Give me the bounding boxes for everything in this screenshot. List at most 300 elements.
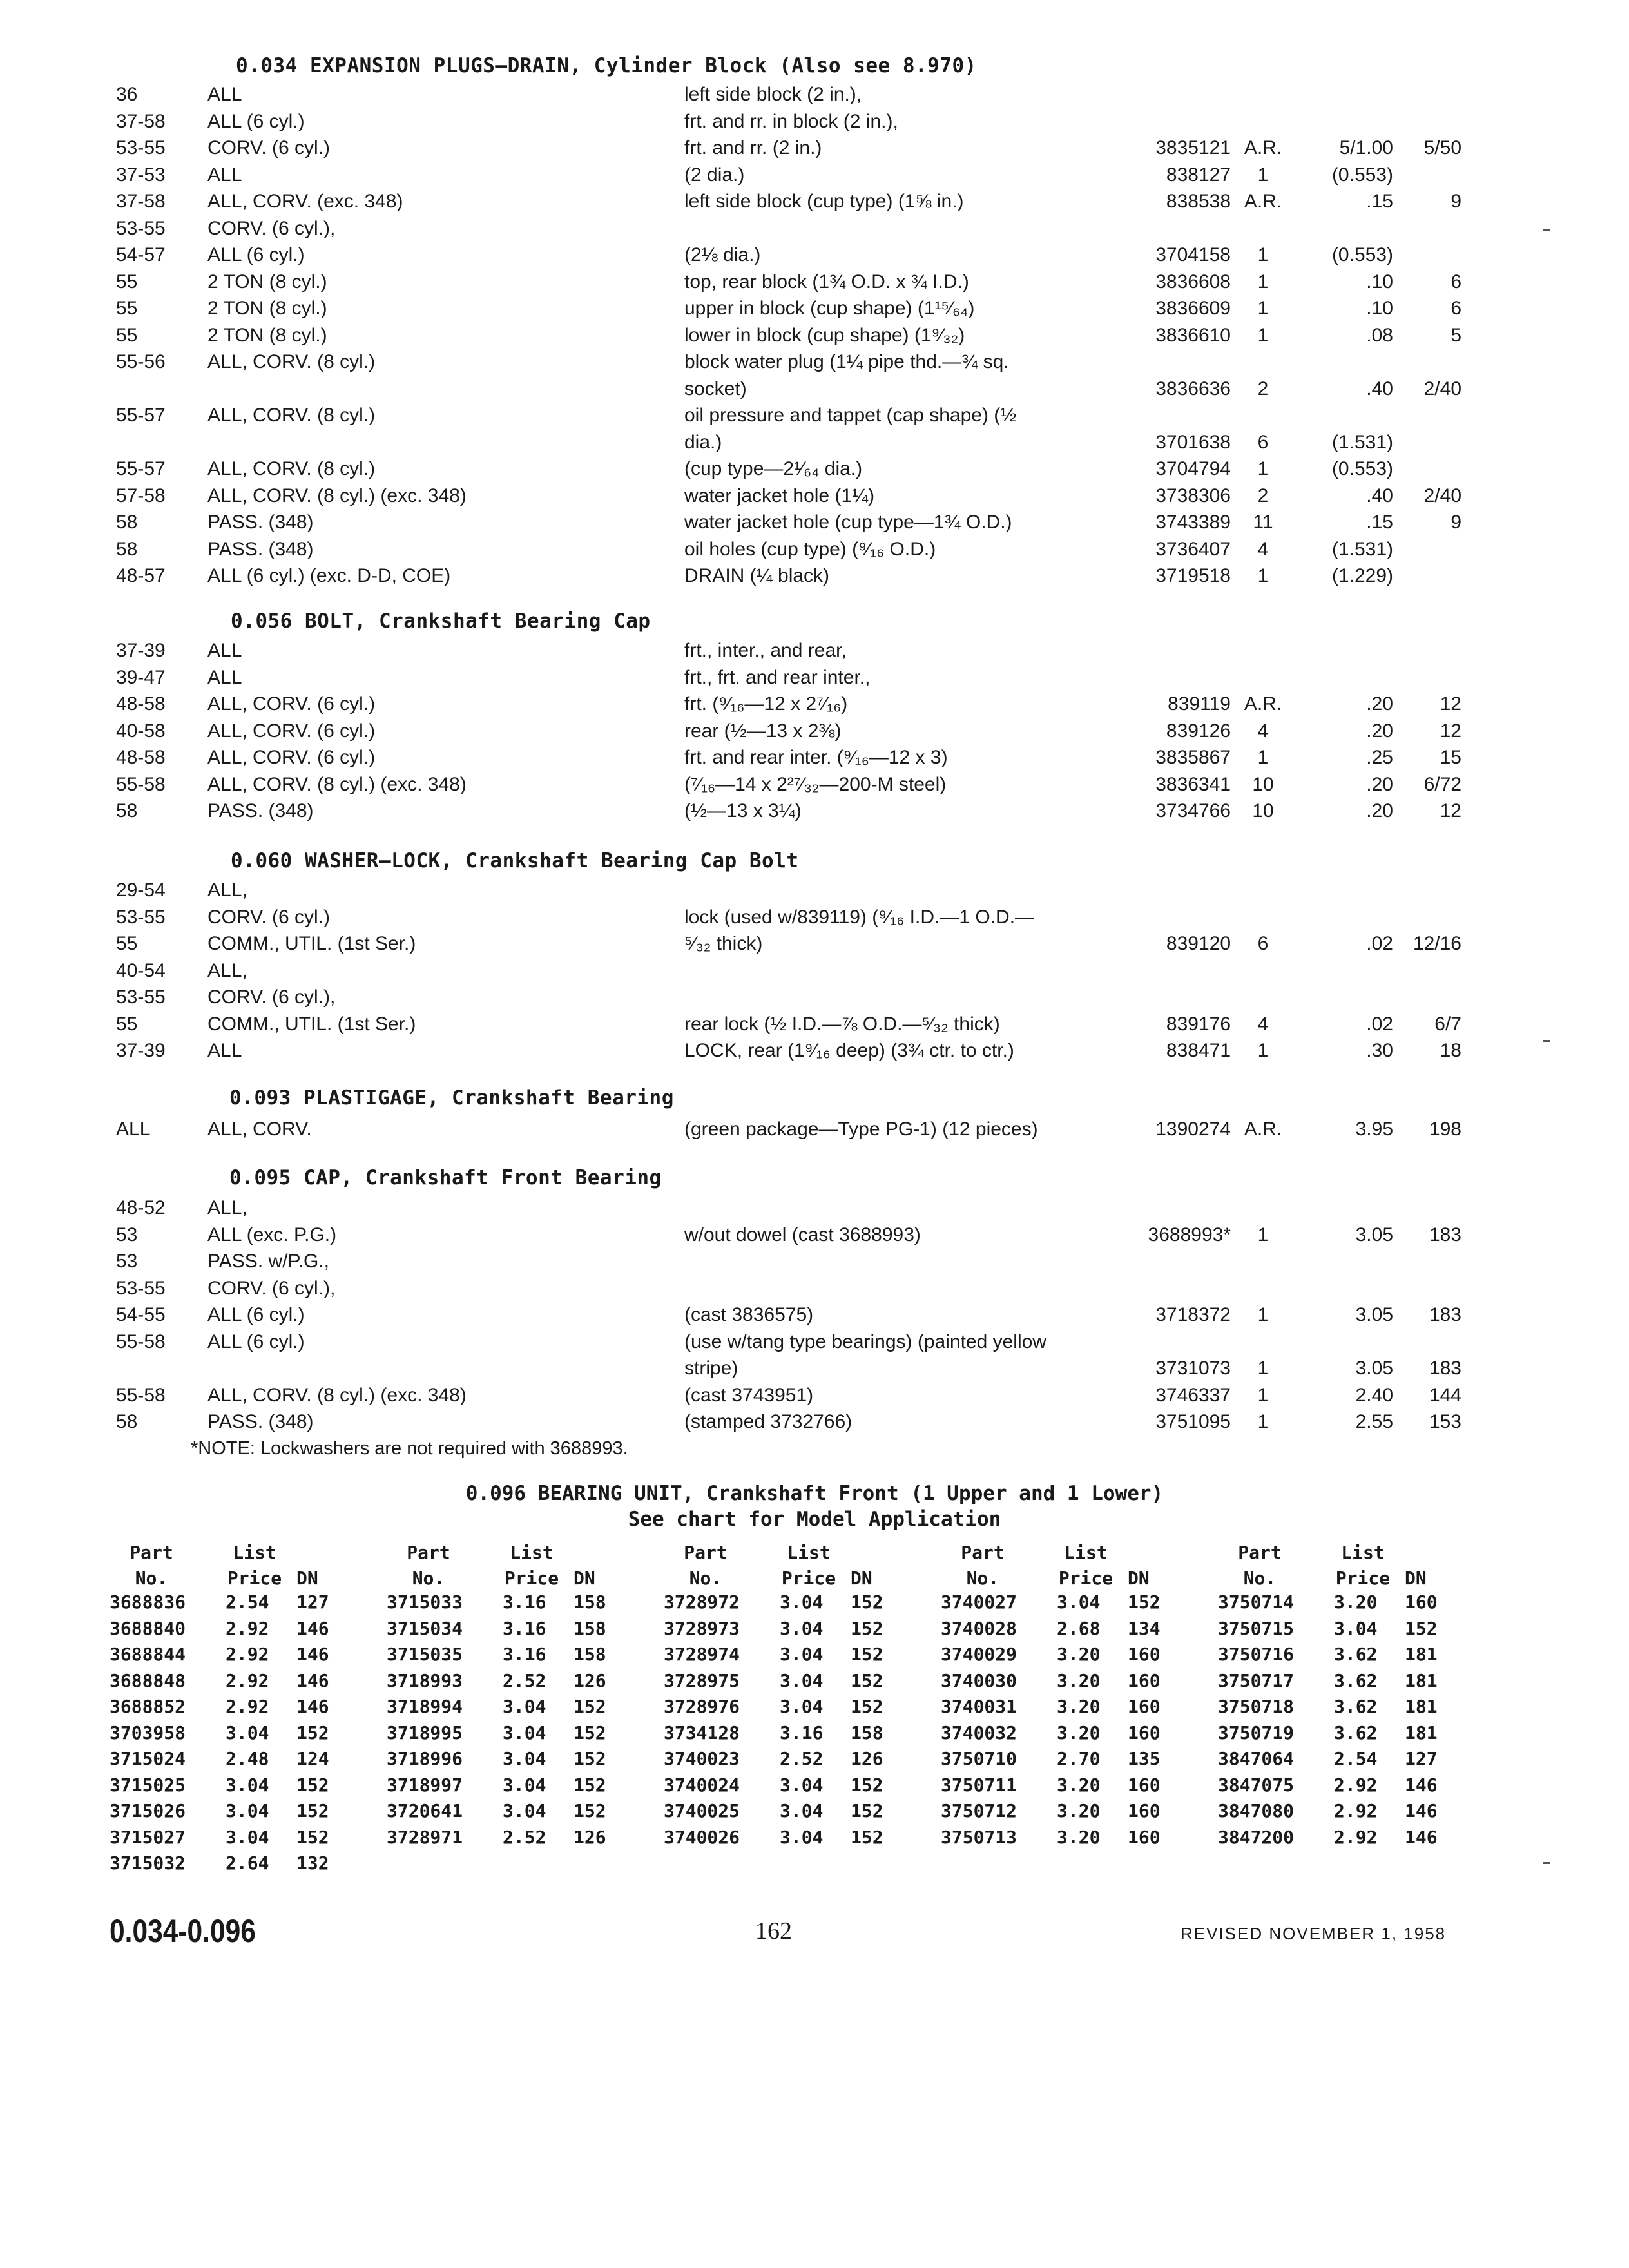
bearing-dn: 146 [1405, 1826, 1438, 1848]
quantity-cell: 1 [1257, 1040, 1269, 1061]
quantity-cell: 6 [1257, 933, 1269, 954]
years-cell: 53-55 [116, 217, 166, 239]
part-number-cell: 3736407 [1155, 538, 1231, 560]
bearing-row [941, 1748, 1218, 1774]
quantity-cell: 1 [1257, 1384, 1269, 1406]
dealer-net-cell: 12/16 [1412, 933, 1461, 954]
models-cell: ALL, CORV. [207, 1119, 312, 1140]
years-cell: 37-39 [116, 1040, 166, 1061]
header-dn: DN [1128, 1568, 1150, 1589]
bearing-list-price: 2.92 [1334, 1774, 1378, 1796]
quantity-cell: 2 [1257, 485, 1269, 506]
bearing-dn: 152 [574, 1696, 606, 1717]
bearing-part-no: 3715032 [110, 1852, 186, 1874]
bearing-list-price: 3.20 [1057, 1774, 1101, 1796]
bearing-row [941, 1722, 1218, 1749]
bearing-list-price: 2.52 [780, 1748, 824, 1769]
description-cell: (green package—Type PG-1) (12 pieces) [684, 1119, 1038, 1140]
bearing-column [664, 1540, 941, 1852]
list-price-cell: (0.553) [1331, 458, 1393, 479]
revised-date: REVISED NOVEMBER 1, 1958 [1181, 1924, 1447, 1943]
years-cell: 55 [116, 298, 138, 319]
models-cell: ALL [207, 666, 242, 688]
years-cell: 39-47 [116, 666, 166, 688]
bearing-dn: 152 [574, 1800, 606, 1821]
dealer-net-cell: 183 [1429, 1224, 1461, 1245]
bearing-part-no: 3847200 [1218, 1826, 1295, 1848]
header-part-no: Part No. [961, 1542, 1005, 1589]
description-cell: frt., frt. and rear inter., [684, 666, 871, 688]
quantity-cell: 1 [1257, 271, 1269, 293]
years-cell: 55-57 [116, 405, 166, 426]
bearing-list-price: 3.20 [1057, 1800, 1101, 1821]
bearing-dn: 152 [1128, 1591, 1161, 1613]
list-price-cell: (1.229) [1331, 565, 1393, 586]
bearing-part-no: 3847080 [1218, 1800, 1295, 1821]
part-number-cell: 3751095 [1155, 1411, 1231, 1432]
bearing-list-price: 3.04 [503, 1800, 546, 1821]
bearing-list-price: 2.92 [226, 1617, 269, 1639]
part-number-cell: 838471 [1166, 1040, 1231, 1061]
list-price-cell: 3.05 [1355, 1304, 1393, 1325]
bearing-dn: 152 [574, 1748, 606, 1769]
bearing-dn: 181 [1405, 1696, 1438, 1717]
bearing-dn: 158 [574, 1644, 606, 1665]
bearing-list-price: 3.62 [1334, 1722, 1378, 1744]
bearing-row [664, 1644, 941, 1670]
models-cell: ALL [207, 84, 242, 105]
catalog-row [0, 271, 1629, 298]
description-cell: water jacket hole (1¼) [684, 485, 875, 506]
description-cell: frt., inter., and rear, [684, 640, 847, 661]
catalog-row [0, 218, 1629, 245]
bearing-part-no: 3688836 [110, 1591, 186, 1613]
years-cell: 37-39 [116, 640, 166, 661]
section-rows [0, 84, 1629, 592]
catalog-row [0, 693, 1629, 720]
bearing-row [664, 1748, 941, 1774]
section-rows [0, 1119, 1629, 1146]
part-number-cell: 3738306 [1155, 485, 1231, 506]
models-cell: PASS. (348) [207, 512, 314, 533]
description-cell: socket) [684, 378, 747, 399]
part-number-cell: 839119 [1168, 693, 1231, 715]
dealer-net-cell: 6 [1451, 298, 1461, 319]
bearing-list-price: 3.04 [1057, 1591, 1101, 1613]
bearing-dn: 146 [1405, 1800, 1438, 1821]
years-cell: 53-55 [116, 986, 166, 1008]
models-cell: PASS. w/P.G., [207, 1251, 329, 1272]
quantity-cell: 1 [1257, 747, 1269, 768]
bearing-part-no: 3740024 [664, 1774, 740, 1796]
bearing-part-no: 3750718 [1218, 1696, 1295, 1717]
bearing-list-price: 3.04 [780, 1669, 824, 1691]
catalog-row [0, 1331, 1629, 1358]
bearing-list-price: 2.54 [1334, 1748, 1378, 1769]
description-cell: (cast 3836575) [684, 1304, 814, 1325]
years-cell: 53 [116, 1251, 138, 1272]
years-cell: 37-53 [116, 164, 166, 186]
models-cell: 2 TON (8 cyl.) [207, 324, 327, 346]
list-price-cell: .25 [1366, 747, 1393, 768]
years-cell: 40-58 [116, 720, 166, 742]
bearing-header [941, 1540, 1218, 1591]
bearing-row [664, 1827, 941, 1853]
bearing-list-price: 3.20 [1057, 1826, 1101, 1848]
list-price-cell: .40 [1366, 378, 1393, 399]
bearing-list-price: 2.52 [503, 1826, 546, 1848]
bearing-list-price: 2.70 [1057, 1748, 1101, 1769]
part-number-cell: 3836610 [1155, 324, 1231, 346]
models-cell: ALL [207, 1040, 242, 1061]
bearing-row [110, 1827, 387, 1853]
list-price-cell: .20 [1366, 800, 1393, 822]
quantity-cell: 1 [1257, 1411, 1269, 1432]
catalog-row [0, 378, 1629, 405]
quantity-cell: 1 [1257, 164, 1269, 186]
bearing-dn: 152 [851, 1617, 883, 1639]
header-list-price: List Price [1058, 1542, 1113, 1589]
quantity-cell: 10 [1252, 800, 1274, 822]
bearing-row [1218, 1827, 1495, 1853]
models-cell: ALL, CORV. (8 cyl.) [207, 351, 376, 372]
dealer-net-cell: 6/7 [1434, 1013, 1461, 1035]
part-number-cell: 3731073 [1155, 1358, 1231, 1379]
bearing-row [387, 1748, 664, 1774]
bearing-part-no: 3728973 [664, 1617, 740, 1639]
bearing-list-price: 3.04 [780, 1617, 824, 1639]
quantity-cell: 1 [1257, 458, 1269, 479]
catalog-row [0, 747, 1629, 774]
bearing-list-price: 3.04 [780, 1826, 824, 1848]
quantity-cell: 6 [1257, 431, 1269, 453]
bearing-part-no: 3715033 [387, 1591, 463, 1613]
bearing-dn: 160 [1128, 1696, 1161, 1717]
catalog-row [0, 1014, 1629, 1041]
years-cell: ALL [116, 1119, 151, 1140]
list-price-cell: (0.553) [1331, 164, 1393, 186]
bearing-list-price: 3.04 [780, 1696, 824, 1717]
bearing-row [387, 1696, 664, 1722]
description-cell: (stamped 3732766) [684, 1411, 853, 1432]
description-cell: (cast 3743951) [684, 1384, 814, 1406]
list-price-cell: .40 [1366, 485, 1393, 506]
bearing-dn: 152 [1405, 1617, 1438, 1639]
bearing-dn: 160 [1405, 1591, 1438, 1613]
models-cell: ALL, [207, 959, 247, 981]
quantity-cell: 1 [1257, 324, 1269, 346]
years-cell: 58 [116, 800, 138, 822]
bearing-list-price: 3.20 [1334, 1591, 1378, 1613]
bearing-row [1218, 1618, 1495, 1644]
bearing-part-no: 3750711 [941, 1774, 1017, 1796]
models-cell: ALL, CORV. (6 cyl.) [207, 747, 376, 768]
list-price-cell: .20 [1366, 773, 1393, 795]
description-cell: frt. and rr. (2 in.) [684, 137, 822, 159]
bearing-row [941, 1618, 1218, 1644]
bearing-list-price: 3.04 [503, 1722, 546, 1744]
dealer-net-cell: 2/40 [1423, 378, 1461, 399]
years-cell: 55-56 [116, 351, 166, 372]
bearing-dn: 160 [1128, 1774, 1161, 1796]
description-cell: upper in block (cup shape) (1¹⁵⁄₆₄) [684, 298, 975, 319]
models-cell: ALL, CORV. (8 cyl.) (exc. 348) [207, 485, 467, 506]
bearing-row [110, 1591, 387, 1618]
years-cell: 48-58 [116, 747, 166, 768]
list-price-cell: .02 [1366, 933, 1393, 954]
description-cell: frt. and rr. in block (2 in.), [684, 110, 898, 132]
catalog-row [0, 565, 1629, 592]
part-number-cell: 3688993* [1148, 1224, 1231, 1245]
bearing-dn: 152 [296, 1800, 329, 1821]
bearing-dn: 152 [574, 1722, 606, 1744]
catalog-row [0, 933, 1629, 960]
models-cell: CORV. (6 cyl.) [207, 137, 331, 159]
catalog-row [0, 111, 1629, 138]
models-cell: PASS. (348) [207, 538, 314, 560]
bearing-part-no: 3740026 [664, 1826, 740, 1848]
models-cell: CORV. (6 cyl.) [207, 906, 331, 928]
bearing-dn: 127 [1405, 1748, 1438, 1769]
list-price-cell: (0.553) [1331, 244, 1393, 265]
catalog-row [0, 667, 1629, 694]
part-number-cell: 838127 [1166, 164, 1231, 186]
models-cell: 2 TON (8 cyl.) [207, 271, 327, 293]
header-dn: DN [574, 1568, 595, 1589]
models-cell: COMM., UTIL. (1st Ser.) [207, 1013, 416, 1035]
bearing-list-price: 2.92 [1334, 1826, 1378, 1848]
quantity-cell: 10 [1252, 773, 1274, 795]
years-cell: 40-54 [116, 959, 166, 981]
years-cell: 55-58 [116, 1331, 166, 1352]
bearing-row [387, 1722, 664, 1749]
bearing-part-no: 3728975 [664, 1669, 740, 1691]
dealer-net-cell: 144 [1429, 1384, 1461, 1406]
part-number-cell: 3836608 [1155, 271, 1231, 293]
bearing-part-no: 3847075 [1218, 1774, 1295, 1796]
bearing-list-price: 3.16 [503, 1644, 546, 1665]
years-cell: 48-57 [116, 565, 166, 586]
description-cell: w/out dowel (cast 3688993) [684, 1224, 921, 1245]
years-cell: 48-52 [116, 1197, 166, 1218]
header-part-no: Part No. [130, 1542, 173, 1589]
quantity-cell: 1 [1257, 565, 1269, 586]
bearing-dn: 181 [1405, 1669, 1438, 1691]
dealer-net-cell: 12 [1440, 800, 1461, 822]
bearing-row [110, 1722, 387, 1749]
bearing-list-price: 3.04 [226, 1800, 269, 1821]
bearing-row [110, 1774, 387, 1801]
description-cell: left side block (2 in.), [684, 84, 862, 105]
bearing-list-price: 3.20 [1057, 1669, 1101, 1691]
part-number-cell: 838538 [1166, 191, 1231, 212]
models-cell: PASS. (348) [207, 1411, 314, 1432]
bearing-row [110, 1618, 387, 1644]
bearing-dn: 126 [851, 1748, 883, 1769]
list-price-cell: .20 [1366, 720, 1393, 742]
bearing-row [941, 1827, 1218, 1853]
description-cell: oil pressure and tappet (cap shape) (½ [684, 405, 1017, 426]
years-cell: 55 [116, 933, 138, 954]
list-price-cell: .20 [1366, 693, 1393, 715]
bearing-part-no: 3715024 [110, 1748, 186, 1769]
bearing-list-price: 3.04 [1334, 1617, 1378, 1639]
years-cell: 53 [116, 1224, 138, 1245]
bearing-part-no: 3718996 [387, 1748, 463, 1769]
bearing-header [1218, 1540, 1495, 1591]
bearing-dn: 152 [851, 1800, 883, 1821]
years-cell: 58 [116, 538, 138, 560]
models-cell: PASS. (348) [207, 800, 314, 822]
bearing-dn: 160 [1128, 1669, 1161, 1691]
bearing-part-no: 3740030 [941, 1669, 1017, 1691]
catalog-row [0, 1385, 1629, 1412]
bearing-part-no: 3728976 [664, 1696, 740, 1717]
catalog-row [0, 1197, 1629, 1224]
bearing-row [1218, 1800, 1495, 1827]
dealer-net-cell: 15 [1440, 747, 1461, 768]
bearing-row [664, 1670, 941, 1696]
models-cell: ALL (6 cyl.) [207, 1331, 305, 1352]
bearing-part-no: 3750717 [1218, 1669, 1295, 1691]
bearing-part-no: 3734128 [664, 1722, 740, 1744]
bearing-part-no: 3688844 [110, 1644, 186, 1665]
catalog-row [0, 1251, 1629, 1278]
part-number-cell: 3718372 [1155, 1304, 1231, 1325]
list-price-cell: (1.531) [1331, 431, 1393, 453]
bearing-list-price: 2.92 [226, 1669, 269, 1691]
part-number-cell: 3719518 [1155, 565, 1231, 586]
description-cell: dia.) [684, 431, 722, 453]
bearing-dn: 127 [296, 1591, 329, 1613]
bearing-dn: 152 [851, 1644, 883, 1665]
bearing-list-price: 2.54 [226, 1591, 269, 1613]
dealer-net-cell: 198 [1429, 1119, 1461, 1140]
catalog-row [0, 512, 1629, 539]
models-cell: ALL, CORV. (6 cyl.) [207, 720, 376, 742]
part-number-cell: 3835121 [1155, 137, 1231, 159]
bearing-dn: 146 [1405, 1774, 1438, 1796]
bearing-row [664, 1591, 941, 1618]
years-cell: 55 [116, 324, 138, 346]
models-cell: ALL (6 cyl.) (exc. D-D, COE) [207, 565, 451, 586]
catalog-row [0, 1411, 1629, 1438]
bearing-dn: 134 [1128, 1617, 1161, 1639]
description-cell: rear (½—13 x 2⅜) [684, 720, 842, 742]
catalog-row [0, 137, 1629, 164]
margin-mark [1543, 1040, 1550, 1042]
years-cell: 48-58 [116, 693, 166, 715]
catalog-row [0, 351, 1629, 378]
bearing-list-price: 2.92 [226, 1696, 269, 1717]
section-title: 0.095 CAP, Crankshaft Front Bearing [229, 1166, 662, 1189]
models-cell: COMM., UTIL. (1st Ser.) [207, 933, 416, 954]
catalog-row [0, 720, 1629, 747]
bearing-list-price: 3.20 [1057, 1644, 1101, 1665]
catalog-row [0, 325, 1629, 352]
bearing-list-price: 2.92 [226, 1644, 269, 1665]
years-cell: 57-58 [116, 485, 166, 506]
part-number-cell: 3704158 [1155, 244, 1231, 265]
bearing-dn: 160 [1128, 1826, 1161, 1848]
bearing-row [387, 1827, 664, 1853]
bearing-list-price: 3.04 [503, 1774, 546, 1796]
bearing-row [941, 1774, 1218, 1801]
years-cell: 37-58 [116, 191, 166, 212]
bearing-dn: 158 [574, 1591, 606, 1613]
bearing-list-price: 3.04 [226, 1774, 269, 1796]
quantity-cell: 11 [1253, 512, 1273, 533]
description-cell: ⁵⁄₃₂ thick) [684, 933, 763, 954]
bearing-part-no: 3740023 [664, 1748, 740, 1769]
catalog-row [0, 907, 1629, 934]
bearing-part-no: 3718995 [387, 1722, 463, 1744]
description-cell: frt. and rear inter. (⁹⁄₁₆—12 x 3) [684, 747, 948, 768]
description-cell: lower in block (cup shape) (1⁹⁄₃₂) [684, 324, 965, 346]
bearing-list-price: 3.04 [780, 1644, 824, 1665]
section-title: 0.056 BOLT, Crankshaft Bearing Cap [231, 610, 651, 633]
header-dn: DN [1405, 1568, 1427, 1589]
bearing-part-no: 3740029 [941, 1644, 1017, 1665]
bearing-list-price: 3.62 [1334, 1644, 1378, 1665]
dealer-net-cell: 183 [1429, 1304, 1461, 1325]
bearing-part-no: 3715025 [110, 1774, 186, 1796]
catalog-row [0, 539, 1629, 566]
models-cell: ALL, [207, 879, 247, 901]
bearing-part-no: 3715026 [110, 1800, 186, 1821]
catalog-row [0, 298, 1629, 325]
years-cell: 58 [116, 512, 138, 533]
description-cell: (½—13 x 3¼) [684, 800, 802, 822]
models-cell: CORV. (6 cyl.), [207, 1277, 336, 1299]
bearing-part-no: 3750710 [941, 1748, 1017, 1769]
header-dn: DN [296, 1568, 318, 1589]
catalog-row [0, 1119, 1629, 1146]
part-number-cell: 839120 [1166, 933, 1231, 954]
catalog-row [0, 244, 1629, 271]
list-price-cell: 5/1.00 [1339, 137, 1393, 159]
bearing-dn: 126 [574, 1826, 606, 1848]
quantity-cell: 1 [1257, 1304, 1269, 1325]
bearing-part-no: 3688848 [110, 1669, 186, 1691]
dealer-net-cell: 5 [1451, 324, 1461, 346]
bearing-dn: 152 [574, 1774, 606, 1796]
description-cell: rear lock (½ I.D.—⅞ O.D.—⁵⁄₃₂ thick) [684, 1013, 1000, 1035]
models-cell: 2 TON (8 cyl.) [207, 298, 327, 319]
bearing-dn: 181 [1405, 1722, 1438, 1744]
list-price-cell: .15 [1366, 191, 1393, 212]
description-cell: water jacket hole (cup type—1¾ O.D.) [684, 512, 1012, 533]
years-cell: 53-55 [116, 906, 166, 928]
bearing-row [1218, 1644, 1495, 1670]
bearing-part-no: 3740025 [664, 1800, 740, 1821]
bearing-list-price: 2.68 [1057, 1617, 1101, 1639]
bearing-list-price: 3.04 [226, 1826, 269, 1848]
bearing-list-price: 2.92 [1334, 1800, 1378, 1821]
bearing-dn: 152 [851, 1591, 883, 1613]
bearing-row [110, 1696, 387, 1722]
part-number-cell: 3743389 [1155, 512, 1231, 533]
bearing-dn: 152 [296, 1722, 329, 1744]
bearing-grid [0, 1540, 1629, 1901]
bearing-dn: 135 [1128, 1748, 1161, 1769]
bearing-list-price: 3.16 [503, 1617, 546, 1639]
bearing-column [110, 1540, 387, 1879]
bearing-part-no: 3740031 [941, 1696, 1017, 1717]
part-number-cell: 3701638 [1155, 431, 1231, 453]
bearing-part-no: 3750715 [1218, 1617, 1295, 1639]
bearing-row [941, 1800, 1218, 1827]
